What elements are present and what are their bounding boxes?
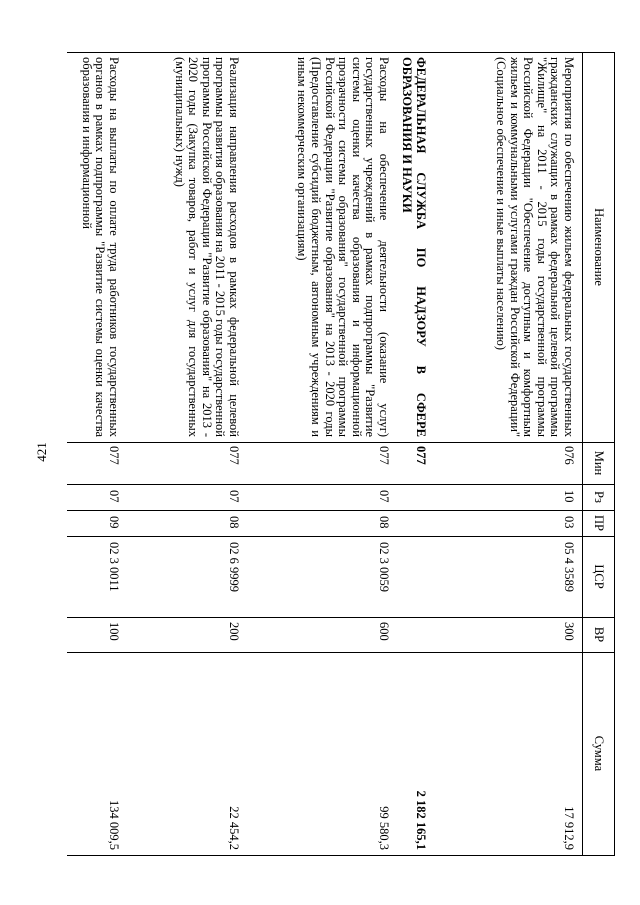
header-csr: ЦСР (592, 564, 607, 589)
table-border-top (614, 52, 615, 856)
row-sum: 99 580,3 (377, 806, 391, 850)
row-min: 077 (227, 446, 241, 465)
row-rz: 07 (377, 490, 391, 503)
header-sum: Сумма (592, 735, 607, 772)
header-vr: ВР (592, 626, 607, 643)
row-csr: 02 3 0059 (377, 542, 391, 592)
table-border-right (67, 855, 615, 856)
header-min: Мин (592, 450, 607, 476)
row-name: Расходы на обеспечение деятельности (оказание услуг) государственных учреждений в рамках подпрограммы "Развитие системы оценки качества образования и информационной прозрачности системы образования" государственной программы Российской Федерации "Развитие образования" на 2013 - 2020 годы (Предоставление субсидий бюджетным, автономным учреждениям и иным некоммерческим организациям) (295, 57, 391, 437)
header-name: Наименование (592, 208, 607, 286)
row-pr: 08 (227, 516, 241, 529)
row-vr: 600 (377, 622, 391, 641)
row-pr: 08 (377, 516, 391, 529)
row-sum: 22 454,2 (227, 806, 241, 850)
table-border-left (67, 52, 615, 53)
row-min: 077 (107, 446, 121, 465)
row-name: Реализация направления расходов в рамках федеральной целевой программы развития образования на 2011 - 2015 годы государственной программы Российской Федерации "Развитие образования" на 2013 - 2020 годы (Закупка товаров, работ и услуг для государственных (муниципальных) нужд) (172, 57, 241, 437)
row-vr: 200 (227, 622, 241, 641)
row-name: Мероприятия по обеспечению жильем федеральных государственных гражданских служащих в рамках федеральной целевой программы "Жилище" на 2011 - 2015 годы государственной программы Российской Федерации "Обеспечение доступным и комфортным жильем и коммунальными услугами граждан Российской Федерации" (Социальное обеспечение и иные выплаты населению) (494, 57, 576, 437)
header-pr: ПР (592, 515, 607, 531)
row-rz: 07 (107, 490, 121, 503)
column-divider (67, 510, 615, 511)
row-min: 077 (377, 446, 391, 465)
column-divider (67, 617, 615, 618)
row-csr: 02 3 0011 (107, 542, 121, 592)
row-name: ФЕДЕРАЛЬНАЯ СЛУЖБА ПО НАДЗОРУ В СФЕРЕ ОБРАЗОВАНИЯ И НАУКИ (400, 57, 428, 437)
row-sum: 134 009,5 (107, 800, 121, 850)
row-sum: 17 912,9 (562, 806, 576, 850)
row-csr: 05 4 3589 (562, 542, 576, 592)
column-divider (67, 484, 615, 485)
row-vr: 300 (562, 622, 576, 641)
header-separator (582, 52, 583, 856)
column-divider (67, 652, 615, 653)
row-pr: 03 (562, 516, 576, 529)
row-rz: 10 (562, 490, 576, 503)
row-min: 076 (562, 446, 576, 465)
column-divider (67, 536, 615, 537)
page-number: 421 (34, 442, 49, 462)
row-sum: 2 182 165,1 (414, 790, 428, 850)
header-rz: Рз (592, 491, 607, 503)
row-name: Расходы на выплаты по оплате труда работников государственных органов в рамках подпрограммы "Развитие системы оценки качества образования и информационной (79, 57, 121, 437)
row-min: 077 (414, 446, 428, 465)
row-pr: 09 (107, 516, 121, 529)
budget-table (67, 52, 615, 856)
column-divider (67, 442, 615, 443)
row-rz: 07 (227, 490, 241, 503)
row-vr: 100 (107, 622, 121, 641)
row-csr: 02 6 9999 (227, 542, 241, 592)
